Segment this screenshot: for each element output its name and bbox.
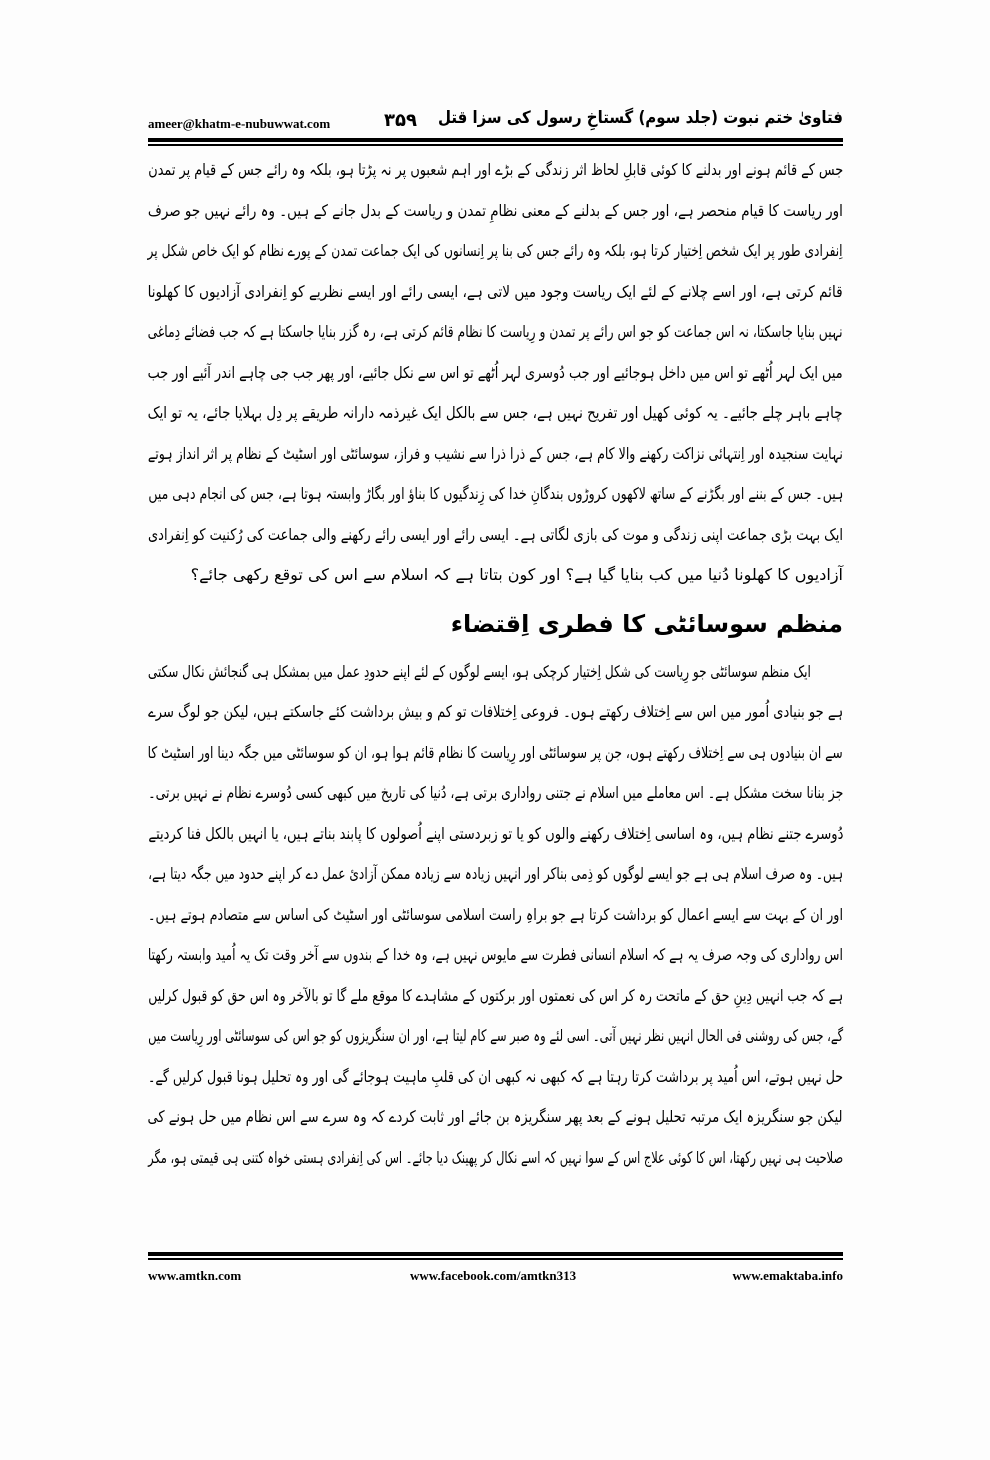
header-email: ameer@khatm-e-nubuwwat.com (148, 116, 331, 131)
text-line: اس رواداری کی وجہ صرف یہ ہے کہ اسلام انسانی فطرت سے مایوس نہیں ہے، وہ خدا کے بندوں سے آخر وقت تک یہ اُمید وابستہ رکھتا (148, 945, 843, 964)
paragraph2-line (148, 854, 843, 895)
text-line: صلاحیت ہی نہیں رکھتا، اس کا کوئی علاج اس کے سوا نہیں کہ اسے نکال کر پھینک دیا جائے۔ اس کی اِنفرادی ہستی خواہ کتنی ہی قیمتی ہو، مگر (148, 1147, 843, 1167)
text-line: اِنفرادی طور پر ایک شخص اِختیار کرتا ہو، بلکہ وہ رائے جس کی بنا پر اِنسانوں کی ایک جماعت تمدن کے پورے نظام کو ایک خاص شکل پر (148, 241, 843, 260)
paragraph1-line (148, 231, 843, 272)
text-line: دُوسرے جتنے نظام ہیں، وہ اساسی اِختلاف رکھنے والوں کو یا تو زبردستی اپنے اُصولوں کا پابند بناتے ہیں، یا انہیں بالکل فنا کردیتے (148, 823, 843, 843)
text-line: اور ریاست کا قیام منحصر ہے، اور جس کے بدلنے کے معنی نظامِ تمدن و ریاست کے بدل جانے کے ہیں۔ وہ رائے نہیں جو صرف (148, 200, 843, 220)
text-line: ہے جو بنیادی اُمور میں اس سے اِختلاف رکھتے ہوں۔ فروعی اِختلافات تو کم و بیش برداشت کئے جاسکتے ہیں، لیکن جو لوگ سرے (148, 702, 843, 721)
paragraph2-line (148, 1138, 843, 1179)
paragraph2-line (148, 652, 843, 693)
paragraph1-line (148, 474, 843, 515)
paragraph1-line (148, 555, 843, 596)
text-line: میں ایک لہر اُٹھے تو اس میں داخل ہوجائیے اور جب دُوسری لہر اُٹھے تو اس سے نکل جائیے، اور پھر جب جی چاہے اندر آئیے اور جب (148, 362, 843, 382)
footer-link-left[interactable]: www.amtkn.com (148, 1268, 242, 1283)
text-line: ہیں۔ وہ صرف اسلام ہی ہے جو ایسے لوگوں کو ذِمی بناکر اور انہیں زیادہ سے زیادہ ممکن آزادیٔ عمل دے کر اپنے حدود میں جگہ دیتا ہے، (148, 864, 843, 883)
text-line: چاہے باہر چلے جائیے۔ یہ کوئی کھیل اور تفریح نہیں ہے، جس سے بالکل ایک غیرذمہ دارانہ طریقے پر دِل بہلایا جائے، یہ تو ایک (148, 403, 843, 422)
text-line: لیکن جو سنگریزہ ایک مرتبہ تحلیل ہونے کے بعد پھر سنگریزہ بن جائے اور ثابت کردے کہ وہ سرے سے اس نظام میں حل ہونے کی (148, 1107, 843, 1126)
paragraph2-line (148, 1097, 843, 1138)
book-title: فتاویٰ ختم نبوت (جلد سوم) گستاخِ رسول کی سزا قتل (438, 108, 843, 128)
text-line: نہایت سنجیدہ اور اِنتہائی نزاکت رکھنے والا کام ہے، جس کے ذرا ذرا سے نشیب و فراز، سوسائٹی اور اسٹیٹ کے نظام پر اثر انداز ہوتے (148, 443, 843, 463)
paragraph2-line (148, 773, 843, 814)
page-number: ۳۵۹ (384, 110, 417, 131)
paragraph2-line (148, 814, 843, 855)
paragraph2-line (148, 692, 843, 733)
text-line: سے ان بنیادوں ہی سے اِختلاف رکھتے ہوں، جن پر سوسائٹی اور رِیاست کا نظام قائم ہوا ہو، ان کو سوسائٹی میں جگہ دینا اور اسٹیٹ کا (148, 742, 843, 762)
text-line: ہیں۔ جس کے بننے اور بگڑنے کے ساتھ لاکھوں کروڑوں بندگانِ خدا کی زِندگیوں کا بناؤ اور بگاڑ وابستہ ہوتا ہے، جس کی انجام دہی میں (148, 484, 843, 503)
paragraph2-line (148, 1057, 843, 1098)
paragraph1-line (148, 150, 843, 191)
paragraph1-line (148, 434, 843, 475)
text-line: گے، جس کی روشنی فی الحال انہیں نظر نہیں آتی۔ اسی لئے وہ صبر سے کام لیتا ہے، اور ان سنگریزوں کو جو اس کی سوسائٹی اور رِیاست میں (148, 1026, 843, 1045)
paragraph2-line (148, 976, 843, 1017)
paragraph2-line (148, 895, 843, 936)
paragraph1-line (148, 272, 843, 313)
paragraph2-line (148, 935, 843, 976)
text-line: جس کے قائم ہونے اور بدلنے کا کوئی قابلِ لحاظ اثر زندگی کے بڑے اور اہم شعبوں پر نہ پڑتا ہو، بلکہ وہ رائے جس کے قیام پر تمدن (148, 160, 843, 179)
footer-rule (148, 1252, 843, 1260)
header-rule (148, 138, 843, 146)
text-line: ایک بہت بڑی جماعت اپنی زندگی و موت کی بازی لگاتی ہے۔ ایسی رائے اور ایسی رائے رکھنے والی جماعت کی رُکنیت کو اِنفرادی (148, 524, 843, 544)
section-heading (148, 596, 843, 652)
paragraph2-line (148, 733, 843, 774)
paragraph2-line (148, 1016, 843, 1057)
footer-link-center[interactable]: www.facebook.com/amtkn313 (410, 1268, 577, 1283)
text-line: آزادیوں کا کھلونا دُنیا میں کب بنایا گیا ہے؟ اور کون بتاتا ہے کہ اسلام سے اس کی توقع رکھی جائے؟ (190, 565, 843, 584)
paragraph1-line (148, 191, 843, 232)
page-body (148, 150, 843, 1178)
footer-link-right[interactable]: www.emaktaba.info (732, 1268, 843, 1283)
page-header (148, 108, 843, 136)
text-line: ہے کہ جب انہیں دِینِ حق کے ماتحت رہ کر اس کی نعمتوں اور برکتوں کے مشاہدے کا موقع ملے گا تو بالآخر وہ اس حق کو قبول کرلیں (148, 985, 843, 1005)
paragraph1-line (148, 353, 843, 394)
text-line: اور ان کے بہت سے ایسے اعمال کو برداشت کرتا ہے جو براہِ راست اسلامی سوسائٹی اور اسٹیٹ کی اساس سے متصادم ہوتے ہیں۔ (148, 904, 843, 924)
book-title-box (438, 108, 843, 136)
paragraph1-line (148, 312, 843, 353)
text-line: حل نہیں ہوتے، اس اُمید پر برداشت کرتا رہتا ہے کہ کبھی نہ کبھی ان کی قلبِ ماہیت ہوجائے گی اور وہ تحلیل ہونا قبول کرلیں گے۔ (148, 1066, 843, 1086)
text-line: قائم کرتی ہے، اور اسے چلانے کے لئے ایک ریاست وجود میں لاتی ہے، ایسی رائے اور ایسے نظریے کو اِنفرادی آزادیوں کا کھلونا (148, 281, 843, 301)
text-line: منظم سوسائٹی کا فطری اِقتضاء (450, 609, 843, 638)
text-line: ایک منظم سوسائٹی جو رِیاست کی شکل اِختیار کرچکی ہو، ایسے لوگوں کے لئے اپنے حدودِ عمل میں بمشکل ہی گنجائش نکال سکتی (148, 661, 811, 681)
text-line: نہیں بنایا جاسکتا، نہ اس جماعت کو جو اس رائے پر تمدن و رِیاست کا نظام قائم کرتی ہے، رہ گزر بنایا جاسکتا ہے کہ جب فضائے دِماغی (148, 322, 843, 341)
text-line: جز بنانا سخت مشکل ہے۔ اس معاملے میں اسلام نے جتنی رواداری برتی ہے، دُنیا کی تاریخ میں کبھی کسی دُوسرے نظام نے نہیں برتی۔ (148, 783, 843, 802)
paragraph1-line (148, 393, 843, 434)
paragraph1-line (148, 515, 843, 556)
